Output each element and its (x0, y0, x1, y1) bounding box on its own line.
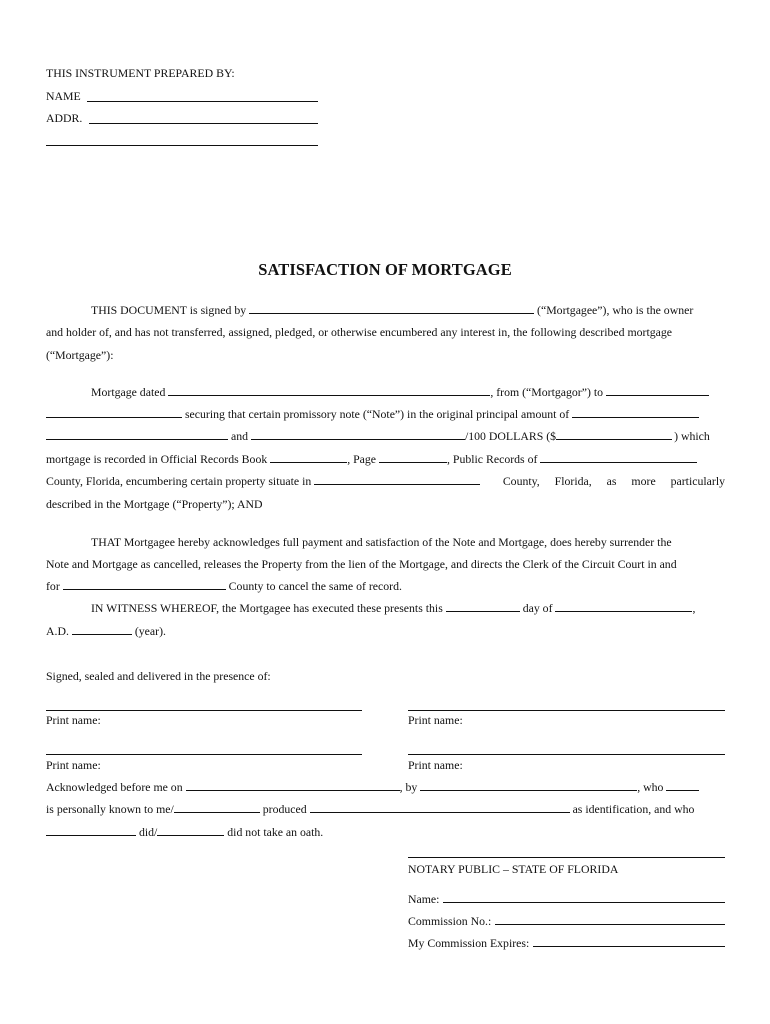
for-text: for (46, 579, 60, 593)
securing-note-text: securing that certain promissory note (“Note”) in the original principal amount of (184, 407, 570, 421)
and-text: and (230, 429, 248, 443)
second-signature-line[interactable] (408, 754, 725, 755)
para3-line2: Note and Mortgage as cancelled, releases the Property from the lien of the Mortgage, and directs the Clerk of the Circuit Court in and (46, 557, 677, 571)
mortgage-dated-text: Mortgage dated (91, 385, 166, 399)
county-florida-text: County, Florida, as more particularly (502, 474, 725, 488)
preparer-name-label: NAME (46, 89, 81, 103)
cancel-record-text: County to cancel the same of record. (228, 579, 402, 593)
commission-expires-row (408, 936, 725, 951)
para2-line4 (46, 452, 725, 467)
para2-line2 (46, 407, 725, 422)
oath-text: did not take an oath. (227, 825, 324, 839)
year-text: (year). (134, 624, 166, 638)
who-text: , who (637, 780, 664, 794)
comma-text: , (692, 601, 696, 615)
second-print-name-label: Print name: (408, 758, 463, 772)
day-of-text: day of (522, 601, 553, 615)
mortgage-date-field[interactable] (168, 385, 490, 396)
did-field[interactable] (46, 825, 136, 836)
execution-day-field[interactable] (446, 601, 520, 612)
page-text: , Page (347, 452, 377, 466)
commission-expires-label: My Commission Expires: (408, 936, 530, 950)
mortgagor-to-field[interactable] (606, 385, 709, 396)
execution-year-field[interactable] (72, 624, 132, 635)
witness-1-print-name-label: Print name: (46, 713, 101, 727)
signed-by-text: THIS DOCUMENT is signed by (91, 303, 247, 317)
acknowledges-text: THAT Mortgagee hereby acknowledges full payment and satisfaction of the Note and Mortgage, does hereby surrender the (91, 535, 672, 549)
witness-line1 (46, 601, 725, 616)
dollar-figure-field[interactable] (556, 429, 672, 440)
as-identification-text: as identification, and who (572, 802, 695, 816)
preparer-address-label: ADDR. (46, 111, 83, 125)
mortgagor-name-field[interactable] (46, 407, 182, 418)
mortgagee-print-name-label: Print name: (408, 713, 463, 727)
para1-line2: and holder of, and has not transferred, assigned, pledged, or otherwise encumbered any interest in, the following described mortgage (46, 325, 673, 339)
from-mortgagor-text: , from (“Mortgagor”) to (490, 385, 603, 399)
recorded-text: mortgage is recorded in Official Records Book (46, 452, 268, 466)
personally-known-field[interactable] (174, 802, 260, 813)
commission-no-label: Commission No.: (408, 914, 492, 928)
witness-2-print-name-label: Print name: (46, 758, 101, 772)
did-not-field[interactable] (157, 825, 224, 836)
notary-title: NOTARY PUBLIC – STATE OF FLORIDA (408, 862, 619, 876)
ack-date-field[interactable] (186, 780, 400, 791)
witness-1-signature-line[interactable] (46, 710, 362, 711)
amount-words-field[interactable] (46, 429, 228, 440)
ack-line1 (46, 780, 725, 795)
personally-known-text: is personally known to me/ (46, 802, 174, 816)
records-county-field[interactable] (540, 452, 697, 463)
public-records-text: , Public Records of (447, 452, 538, 466)
which-text: ) which (674, 429, 710, 443)
property-county-field[interactable] (314, 474, 480, 485)
para2-line5 (46, 474, 725, 489)
para2-line3 (46, 429, 725, 444)
notary-signature-line[interactable] (408, 857, 725, 858)
produced-text: produced (262, 802, 307, 816)
notary-name-field[interactable] (443, 892, 725, 903)
cents-field[interactable] (251, 429, 465, 440)
witness-2-signature-line[interactable] (46, 754, 362, 755)
mortgagee-name-field[interactable] (249, 303, 534, 314)
ack-line3 (46, 825, 725, 840)
ad-text: A.D. (46, 624, 69, 638)
clerk-county-field[interactable] (63, 579, 226, 590)
notary-name-label: Name: (408, 892, 440, 906)
preparer-address-field[interactable] (89, 123, 318, 124)
witness-line2 (46, 624, 725, 639)
identification-field[interactable] (310, 802, 570, 813)
who-field[interactable] (666, 780, 699, 791)
commission-no-row (408, 914, 725, 929)
ack-signer-field[interactable] (420, 780, 637, 791)
ack-line2 (46, 802, 725, 817)
preparer-name-field[interactable] (87, 101, 318, 102)
county-encumbering-text: County, Florida, encumbering certain property situate in (46, 474, 312, 488)
para2-line1 (46, 385, 725, 400)
execution-month-field[interactable] (555, 601, 692, 612)
witness-whereof-text: IN WITNESS WHEREOF, the Mortgagee has executed these presents this (91, 601, 443, 615)
by-text: , by (399, 780, 418, 794)
records-book-field[interactable] (270, 452, 347, 463)
did-text: did/ (138, 825, 158, 839)
prepared-by-label: THIS INSTRUMENT PREPARED BY: (46, 66, 235, 80)
para3-line3 (46, 579, 725, 594)
para1-line3: (“Mortgage”): (46, 348, 114, 362)
principal-amount-field[interactable] (572, 407, 699, 418)
para3-line1 (46, 535, 725, 550)
para2-line6: described in the Mortgage (“Property”); AND (46, 497, 263, 511)
commission-expires-field[interactable] (533, 936, 725, 947)
notary-name-row (408, 892, 725, 907)
acknowledged-text: Acknowledged before me on (46, 780, 183, 794)
page-field[interactable] (379, 452, 447, 463)
para1-line1 (46, 303, 725, 318)
mortgagee-definition-text: (“Mortgagee”), who is the owner (537, 303, 694, 317)
preparer-address-field-2[interactable] (46, 145, 318, 146)
document-title: SATISFACTION OF MORTGAGE (258, 260, 512, 279)
dollars-text: /100 DOLLARS ($ (464, 429, 557, 443)
commission-no-field[interactable] (495, 914, 725, 925)
signed-sealed-text: Signed, sealed and delivered in the presence of: (46, 669, 271, 683)
mortgagee-signature-line[interactable] (408, 710, 725, 711)
